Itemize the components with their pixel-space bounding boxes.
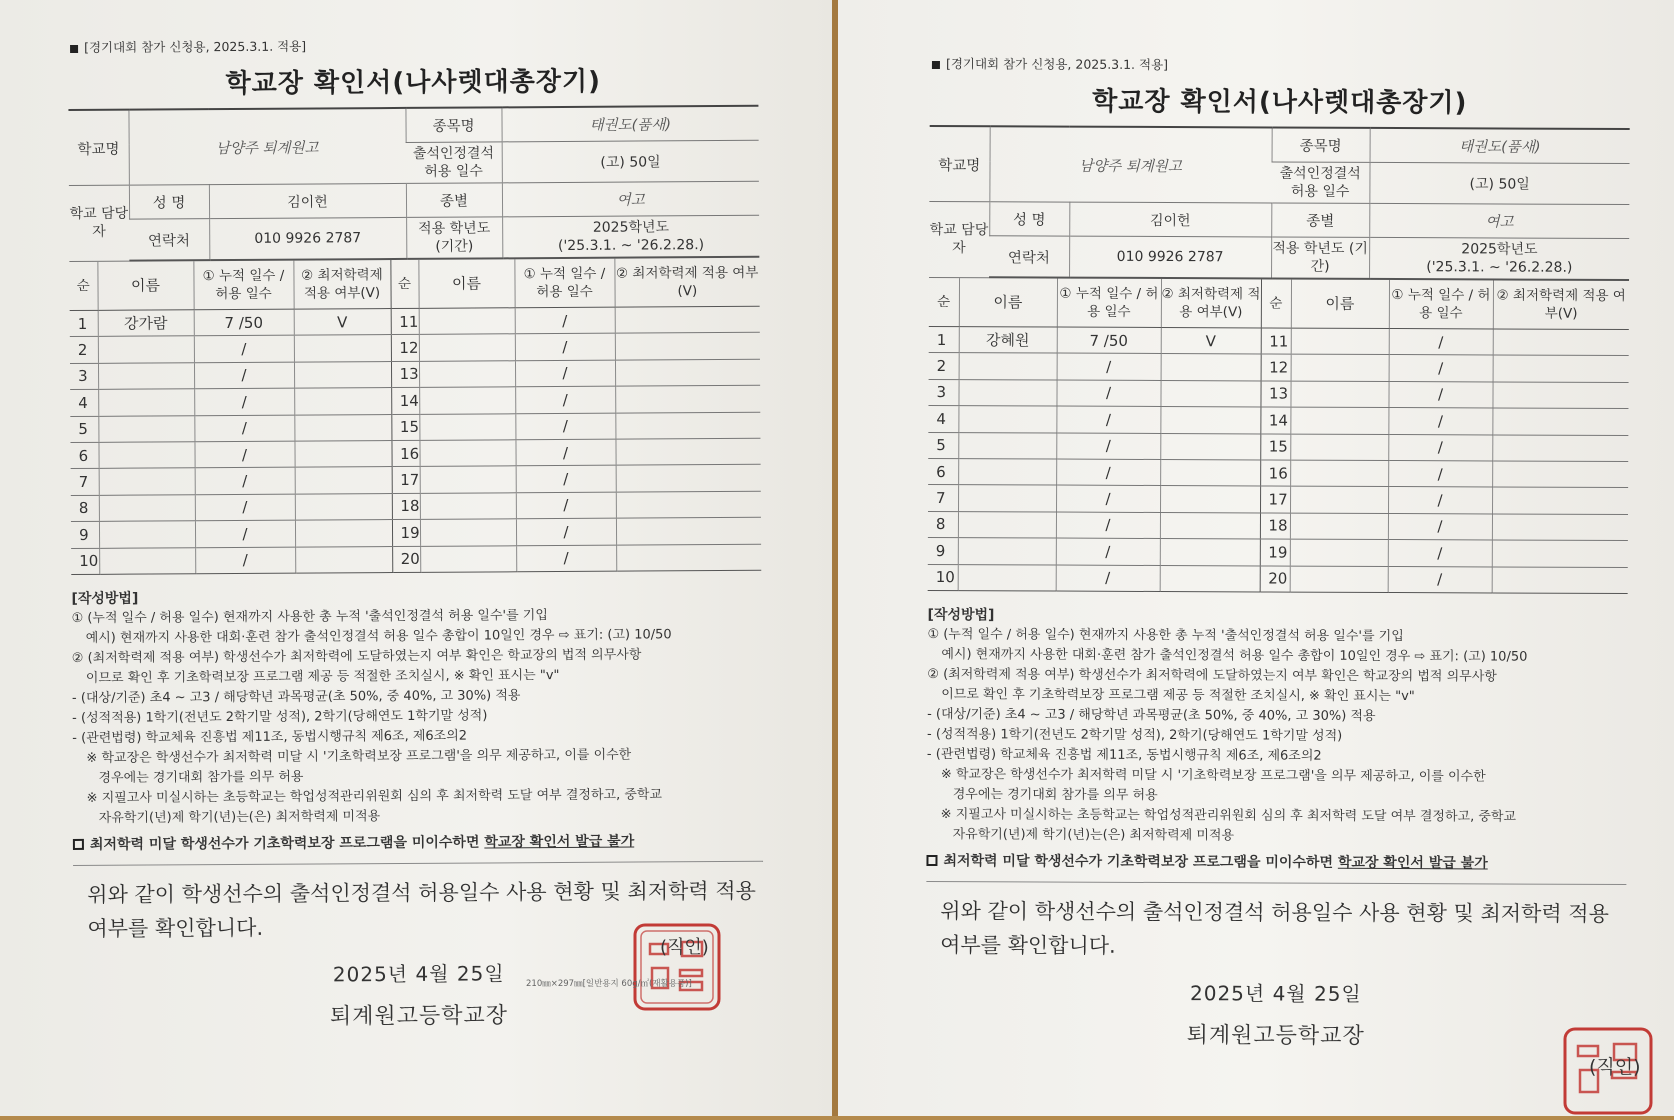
days-cell: / (1056, 538, 1160, 565)
event-value: 태권도(품새) (501, 106, 758, 142)
days-cell: / (194, 441, 294, 468)
days-cell: 7 /50 (194, 309, 294, 336)
row-number: 9 (928, 538, 958, 565)
row-number: 20 (1260, 565, 1290, 592)
student-name (1290, 566, 1388, 593)
min-cell (294, 335, 391, 362)
col-min: ② 최저학력제 적용 여부(V) (293, 260, 390, 309)
warning-line: 최저학력 미달 학생선수가 기초학력보장 프로그램을 미이수하면 학교장 확인서 발급 불가 (73, 831, 763, 855)
phone-label: 연락처 (989, 236, 1069, 278)
row-number: 1 (929, 326, 959, 353)
min-cell (1160, 539, 1260, 566)
days-cell: / (1388, 381, 1492, 408)
student-name (1290, 486, 1388, 513)
min-cell (615, 438, 760, 465)
info-table (68, 105, 759, 262)
student-name (1290, 460, 1388, 487)
days-cell: / (1057, 353, 1161, 380)
student-name (98, 442, 194, 469)
row-number: 14 (1260, 407, 1290, 434)
header-note: [경기대회 참가 신청용, 2025.3.1. 적용] (932, 54, 1630, 75)
confirm-text: 위와 같이 학생선수의 출석인정결석 허용일수 사용 현황 및 최저학력 적용 여부를 확인합니다. (940, 898, 1609, 958)
table-row (71, 517, 761, 548)
table-row (70, 438, 760, 469)
student-name (419, 413, 515, 440)
confirmation-form (68, 34, 764, 1032)
school-value: 남양주 퇴계원고 (128, 108, 405, 185)
table-row (928, 564, 1628, 593)
table-row (71, 465, 761, 496)
student-name (98, 415, 194, 442)
col-no: 순 (390, 260, 418, 309)
student-name (1290, 434, 1388, 461)
min-cell (1160, 407, 1260, 434)
student-name (958, 432, 1056, 459)
row-number: 19 (1260, 539, 1290, 566)
col-days: ① 누적 일수 / 허용 일수 (1389, 280, 1493, 329)
confirm-text: 위와 같이 학생선수의 출석인정결석 허용일수 사용 현황 및 최저학력 적용 여부를 확인합니다. (87, 878, 756, 941)
days-cell: / (516, 492, 616, 519)
student-name (958, 485, 1056, 512)
min-cell (294, 388, 391, 415)
student-name (419, 308, 515, 335)
days-cell: / (1056, 406, 1160, 433)
student-name (958, 406, 1056, 433)
table-row (70, 385, 760, 416)
min-cell (1493, 355, 1629, 382)
phone-value: 010 9926 2787 (1069, 236, 1271, 278)
days-cell: / (1056, 565, 1160, 592)
min-cell (615, 412, 760, 439)
min-cell (1160, 459, 1260, 486)
row-number: 4 (928, 406, 958, 433)
issue-date: 2025년 4월 25일 (1189, 981, 1362, 1006)
info-table (929, 125, 1630, 281)
table-row (70, 306, 760, 337)
row-number: 3 (928, 379, 958, 406)
min-cell (616, 491, 761, 518)
days-cell: / (1056, 512, 1160, 539)
paper-size-note: 210㎜×297㎜[일반용지 60g/㎡(재활용품)] (526, 979, 692, 989)
event-label: 종목명 (1272, 127, 1370, 162)
col-name: 이름 (97, 261, 193, 310)
col-no: 순 (69, 262, 97, 311)
col-min: ② 최저학력제 적용 여부(V) (1493, 280, 1629, 329)
row-number: 10 (71, 548, 99, 575)
document-right (838, 0, 1674, 1116)
days-cell: / (516, 518, 616, 545)
student-name (98, 389, 194, 416)
min-cell (294, 440, 391, 467)
row-number: 12 (1261, 354, 1291, 381)
divider (926, 881, 1626, 885)
min-cell (1160, 486, 1260, 513)
min-cell (1492, 566, 1628, 593)
event-value: 태권도(품새) (1370, 128, 1630, 164)
year-label: 적용 학년도 (기간) (406, 217, 502, 259)
student-name (1290, 513, 1388, 540)
row-number: 7 (71, 469, 99, 496)
seal-label: (직인) (1589, 1056, 1641, 1078)
table-row (929, 353, 1629, 382)
contact-group-label: 학교 담당자 (929, 201, 989, 277)
table-row (928, 538, 1628, 567)
student-name (958, 564, 1056, 591)
student-name (420, 493, 516, 520)
days-cell: / (516, 466, 616, 493)
min-cell (295, 520, 392, 547)
name-value: 김이헌 (1069, 202, 1271, 237)
phone-value: 010 9926 2787 (209, 217, 406, 260)
student-grid (928, 278, 1629, 594)
school-label: 학교명 (68, 110, 128, 186)
name-label: 성 명 (989, 202, 1069, 236)
min-cell (1492, 435, 1628, 462)
days-cell: / (1388, 460, 1492, 487)
min-cell (615, 359, 760, 386)
header-note: [경기대회 참가 신청용, 2025.3.1. 적용] (70, 34, 758, 56)
form-title: 학교장 확인서(나사렛대총장기) (225, 66, 602, 100)
min-cell (1492, 514, 1628, 541)
col-name: 이름 (418, 259, 514, 308)
contact-group-label: 학교 담당자 (69, 185, 129, 261)
student-name (958, 538, 1056, 565)
confirmation-form (926, 54, 1630, 1051)
days-cell: / (1056, 485, 1160, 512)
row-number: 9 (71, 521, 99, 548)
student-name (1290, 381, 1388, 408)
student-grid (69, 258, 761, 575)
student-name (98, 363, 194, 390)
days-cell: / (1388, 487, 1492, 514)
gender-label: 종별 (406, 183, 502, 218)
name-value: 김이헌 (209, 183, 406, 218)
days-cell: / (194, 336, 294, 363)
row-number: 3 (70, 363, 98, 390)
days-label: 출석인정결석 허용 일수 (1271, 162, 1369, 203)
days-value: (고) 50일 (502, 140, 759, 183)
table-row (71, 544, 761, 575)
min-cell (1492, 540, 1628, 567)
table-row (71, 491, 761, 522)
student-name (420, 519, 516, 546)
issue-date: 2025년 4월 25일 (332, 961, 505, 987)
student-name (420, 466, 516, 493)
student-name (1291, 328, 1389, 355)
days-cell: / (515, 386, 615, 413)
student-name (99, 494, 195, 521)
row-number: 2 (929, 353, 959, 380)
table-row (70, 412, 760, 443)
days-cell: / (1389, 355, 1493, 382)
row-number: 6 (70, 442, 98, 469)
min-cell (616, 465, 761, 492)
row-number: 20 (392, 546, 420, 573)
student-name (1290, 407, 1388, 434)
col-days: ① 누적 일수 / 허용 일수 (1057, 279, 1161, 328)
row-number: 4 (70, 389, 98, 416)
days-cell: / (1388, 540, 1492, 567)
gender-label: 종별 (1271, 203, 1369, 237)
name-label: 성 명 (129, 185, 209, 219)
gender-value: 여고 (502, 181, 759, 217)
min-cell (615, 333, 760, 360)
days-cell: / (194, 415, 294, 442)
phone-label: 연락처 (129, 219, 209, 261)
days-cell: / (195, 520, 295, 547)
min-cell (294, 414, 391, 441)
student-name (958, 459, 1056, 486)
warning-line: 최저학력 미달 학생선수가 기초학력보장 프로그램을 미이수하면 학교장 확인서 발급 불가 (926, 851, 1626, 874)
min-cell (615, 385, 760, 412)
student-name (419, 361, 515, 388)
min-cell (1160, 380, 1260, 407)
instructions: [작성방법] ① (누적 일수 / 허용 일수) 현재까지 사용한 총 누적 '출석인정결석 허용 일수'를 기입 예시) 현재까지 사용한 대회·훈련 참가 출석인정결석 허용 일수 총합이 10일인 경우 ⇨ 표기: (고) 10/50 ② (최저학력제 적용 여부) 학생선수가 최저학력에 도달하였는지 여부 확인은 학교장의 법적 의무사항 이므로 확인 후 기초학력보장 프로그램 제공 등 적절한 조치실시, ※ 확인 표시는 "v" - (대상/기준) 초4 ~ 고3 / 해당학년 과목평균(초 50%, 중 40%, 고 30%) 적용 - (성적적용) 1학기(전년도 2학기말 성적), 2학기(당해연도 1학기말 성적) - (관련법령) 학교체육 진흥법 제11조, 동법시행규칙 제6조, 제6조의2 ※ 학교장은 학생선수가 최저학력 미달 시 '기초학력보장 프로그램'을 의무 제공하고, 이를 이수한 경우에는 경기대회 참가를 의무 허용 ※ 지필고사 미실시하는 초등학교는 학업성적관리위원회 심의 후 최저학력 도달 여부 결정하고, 중학교 자유학기(년)제 학기(년)는(은) 최저학력제 미적용 최저학력 미달 학생선수가 기초학력보장 프로그램을 미이수하면 학교장 확인서 발급 불가 (71, 585, 763, 855)
col-no: 순 (1261, 279, 1291, 328)
col-days: ① 누적 일수 / 허용 일수 (514, 259, 614, 308)
min-cell (295, 546, 392, 573)
min-cell (1160, 512, 1260, 539)
min-cell (616, 517, 761, 544)
days-cell: / (195, 467, 295, 494)
table-row (928, 485, 1628, 514)
instructions: [작성방법] ① (누적 일수 / 허용 일수) 현재까지 사용한 총 누적 '출석인정결석 허용 일수'를 기입 예시) 현재까지 사용한 대회·훈련 참가 출석인정결석 허용 일수 총합이 10일인 경우 ⇨ 표기: (고) 10/50 ② (최저학력제 적용 여부) 학생선수가 최저학력에 도달하였는지 여부 확인은 학교장의 법적 의무사항 이므로 확인 후 기초학력보장 프로그램 제공 등 적절한 조치실시, ※ 확인 표시는 "v" - (대상/기준) 초4 ~ 고3 / 해당학년 과목평균(초 50%, 중 40%, 고 30%) 적용 - (성적적용) 1학기(전년도 2학기말 성적), 2학기(당해연도 1학기말 성적) - (관련법령) 학교체육 진흥법 제11조, 동법시행규칙 제6조, 제6조의2 ※ 학교장은 학생선수가 최저학력 미달 시 '기초학력보장 프로그램'을 의무 제공하고, 이를 이수한 경우에는 경기대회 참가를 의무 허용 ※ 지필고사 미실시하는 초등학교는 학업성적관리위원회 심의 후 최저학력 도달 여부 결정하고, 중학교 자유학기(년)제 학기(년)는(은) 최저학력제 미적용 최저학력 미달 학생선수가 기초학력보장 프로그램을 미이수하면 학교장 확인서 발급 불가 (926, 605, 1627, 874)
signer: 퇴계원고등학교장 (329, 1003, 509, 1030)
student-name (99, 468, 195, 495)
student-name (1290, 539, 1388, 566)
student-name (98, 336, 194, 363)
row-number: 13 (391, 361, 419, 388)
days-cell: / (515, 413, 615, 440)
row-number: 1 (70, 310, 98, 337)
table-row (928, 511, 1628, 540)
days-cell: / (194, 362, 294, 389)
days-cell: / (1056, 459, 1160, 486)
seal-label: (직인) (660, 937, 709, 958)
school-label: 학교명 (929, 126, 989, 202)
row-number: 11 (391, 308, 419, 335)
min-cell (294, 361, 391, 388)
student-name (420, 545, 516, 572)
min-cell (1492, 461, 1628, 488)
table-row (70, 333, 760, 364)
table-row (70, 359, 760, 390)
row-number: 17 (392, 467, 420, 494)
checkbox-icon (73, 839, 84, 850)
document-left (0, 0, 832, 1116)
row-number: 18 (392, 493, 420, 520)
row-number: 15 (391, 414, 419, 441)
min-cell (1161, 354, 1261, 381)
row-number: 16 (1260, 460, 1290, 487)
days-cell: / (1056, 380, 1160, 407)
row-number: 10 (928, 564, 958, 591)
days-label: 출석인정결석 허용 일수 (406, 142, 502, 184)
row-number: 12 (391, 335, 419, 362)
min-cell (1160, 565, 1260, 592)
divider (73, 861, 763, 866)
days-cell: / (195, 547, 295, 574)
student-name: 강가람 (98, 310, 194, 337)
days-cell: / (515, 439, 615, 466)
student-name (958, 511, 1056, 538)
min-cell (1160, 433, 1260, 460)
days-cell: / (1388, 566, 1492, 593)
row-number: 17 (1260, 486, 1290, 513)
days-cell: / (1056, 433, 1160, 460)
min-cell (616, 544, 761, 571)
min-cell (1492, 487, 1628, 514)
student-name: 강혜원 (959, 327, 1057, 354)
min-cell (1492, 408, 1628, 435)
student-name (959, 353, 1057, 380)
row-number: 7 (928, 485, 958, 512)
event-label: 종목명 (405, 107, 501, 142)
days-cell: / (1388, 408, 1492, 435)
year-value: 2025학년도 ('25.3.1. ~ '26.2.28.) (1369, 237, 1629, 280)
year-value: 2025학년도 ('25.3.1. ~ '26.2.28.) (502, 215, 759, 258)
col-min: ② 최저학력제 적용 여부(V) (1161, 279, 1261, 328)
row-number: 18 (1260, 513, 1290, 540)
row-number: 19 (392, 519, 420, 546)
days-cell: / (1388, 513, 1492, 540)
days-cell: / (195, 494, 295, 521)
student-name (419, 440, 515, 467)
row-number: 11 (1261, 328, 1291, 355)
row-number: 6 (928, 458, 958, 485)
days-cell: / (515, 334, 615, 361)
row-number: 8 (928, 511, 958, 538)
days-cell: / (515, 307, 615, 334)
days-cell: / (1389, 329, 1493, 356)
row-number: 16 (391, 440, 419, 467)
row-number: 5 (70, 416, 98, 443)
row-number: 14 (391, 388, 419, 415)
signer: 퇴계원고등학교장 (1186, 1023, 1365, 1049)
col-min: ② 최저학력제 적용 여부(V) (614, 258, 759, 307)
row-number: 2 (70, 337, 98, 364)
col-name: 이름 (959, 278, 1057, 327)
table-row (928, 432, 1628, 461)
student-name (958, 379, 1056, 406)
row-number: 5 (928, 432, 958, 459)
days-value: (고) 50일 (1369, 162, 1629, 204)
min-cell (615, 306, 760, 333)
table-row (928, 379, 1628, 408)
table-row (929, 326, 1629, 355)
table-row (928, 406, 1628, 435)
col-days: ① 누적 일수 / 허용 일수 (193, 261, 293, 310)
days-cell: / (515, 360, 615, 387)
days-cell: / (194, 388, 294, 415)
min-cell (295, 467, 392, 494)
row-number: 13 (1260, 381, 1290, 408)
school-value: 남양주 퇴계원고 (989, 126, 1271, 203)
col-name: 이름 (1291, 280, 1389, 329)
days-cell: 7 /50 (1057, 327, 1161, 354)
student-name (99, 521, 195, 548)
student-name (419, 334, 515, 361)
gender-value: 여고 (1369, 203, 1629, 238)
min-cell (1493, 329, 1629, 356)
days-cell: / (516, 545, 616, 572)
min-cell: V (1161, 328, 1261, 355)
col-no: 순 (929, 278, 959, 327)
checkbox-icon (926, 855, 937, 866)
row-number: 8 (71, 495, 99, 522)
days-cell: / (1388, 434, 1492, 461)
min-cell (295, 493, 392, 520)
form-title: 학교장 확인서(나사렛대총장기) (1092, 86, 1468, 119)
year-label: 적용 학년도 (기간) (1271, 237, 1369, 279)
min-cell (1492, 382, 1628, 409)
min-cell: V (294, 309, 391, 336)
table-row (928, 458, 1628, 487)
row-number: 15 (1260, 434, 1290, 461)
student-name (99, 547, 195, 574)
student-name (1291, 354, 1389, 381)
student-name (419, 387, 515, 414)
